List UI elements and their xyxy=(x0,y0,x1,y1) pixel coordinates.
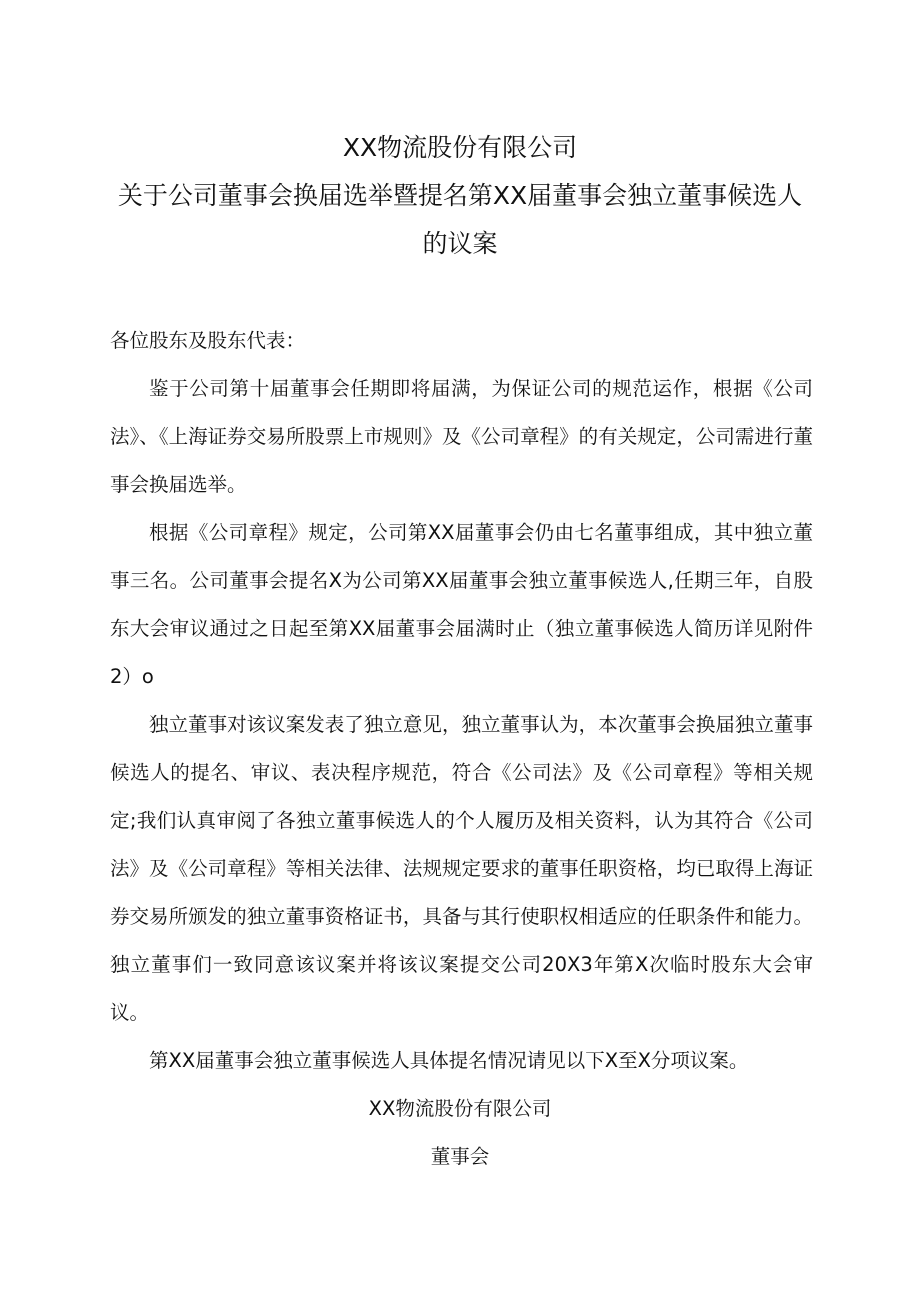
paragraph-1: 鉴于公司第十届董事会任期即将届满，为保证公司的规范运作，根据《公司法》、《上海证券交易所股票上市规则》及《公司章程》的有关规定，公司需进行董事会换届选举。 xyxy=(110,377,813,496)
title-subject-continued: 的议案 xyxy=(422,229,498,258)
signature-company: XX物流股份有限公司 xyxy=(368,1097,552,1120)
paragraph-2: 根据《公司章程》规定，公司第XX届董事会仍由七名董事组成，其中独立董事三名。公司董事会提名X为公司第XX届董事会独立董事候选人,任期三年，自股东大会审议通过之日起至第XX届董事会届满时止（独立董事候选人简历详见附件2）o xyxy=(110,521,813,688)
signature-board: 董事会 xyxy=(430,1145,490,1168)
paragraph-4: 第XX届董事会独立董事候选人具体提名情况请见以下X至X分项议案。 xyxy=(149,1049,749,1072)
document-title xyxy=(0,124,920,268)
salutation: 各位股东及股东代表： xyxy=(110,329,306,352)
title-company: XX物流股份有限公司 xyxy=(342,133,578,162)
document-body xyxy=(110,317,813,1085)
paragraph-3: 独立董事对该议案发表了独立意见，独立董事认为，本次董事会换届独立董事候选人的提名、审议、表决程序规范，符合《公司法》及《公司章程》等相关规定;我们认真审阅了各独立董事候选人的个人履历及相关资料，认为其符合《公司法》及《公司章程》等相关法律、法规规定要求的董事任职资格，均已取得上海证券交易所颁发的独立董事资格证书，具备与其行使职权相适应的任职条件和能力。独立董事们一致同意该议案并将该议案提交公司20X3年第X次临时股东大会审议。 xyxy=(110,713,813,1024)
title-subject: 关于公司董事会换届选举暨提名第XX届董事会独立董事候选人 xyxy=(117,181,803,210)
